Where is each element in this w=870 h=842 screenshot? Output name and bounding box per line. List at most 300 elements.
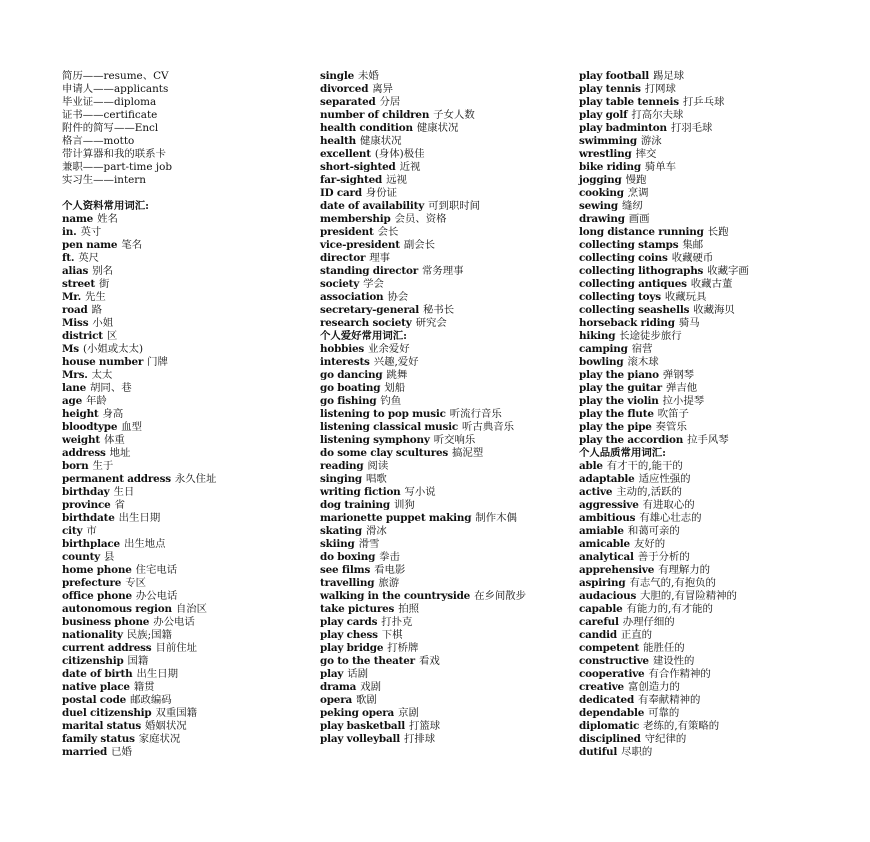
- vocab-translation: 办理仔细的: [622, 616, 675, 628]
- vocab-entry: [579, 681, 829, 694]
- vocab-translation: 唱歌: [365, 473, 387, 485]
- vocab-entry: [579, 551, 829, 564]
- vocab-translation: 游泳: [640, 135, 662, 147]
- vocab-term: go boating: [320, 382, 381, 394]
- vocab-term: dog training: [320, 499, 390, 511]
- vocab-translation: 弹钢琴: [662, 369, 694, 381]
- vocab-entry: [579, 512, 829, 525]
- vocab-translation: 英寸: [80, 226, 102, 238]
- vocab-entry: [62, 486, 312, 499]
- vocab-entry: [579, 330, 829, 343]
- vocab-translation: 看电影: [374, 564, 406, 576]
- vocab-entry: [579, 148, 829, 161]
- vocab-translation: 离异: [372, 83, 394, 95]
- vocab-entry: [579, 642, 829, 655]
- vocab-translation: 听交响乐: [433, 434, 476, 446]
- vocab-entry: [579, 174, 829, 187]
- vocab-term: play chess: [320, 629, 378, 641]
- vocab-term: do some clay scultures: [320, 447, 449, 459]
- vocab-translation: 打乒乓球: [682, 96, 725, 108]
- vocab-term: road: [62, 304, 88, 316]
- vocab-entry: [320, 603, 570, 616]
- vocab-translation: 目前住址: [155, 642, 198, 654]
- vocab-entry: [320, 707, 570, 720]
- vocab-entry: [62, 434, 312, 447]
- vocab-entry: [579, 239, 829, 252]
- vocab-entry: [320, 148, 570, 161]
- vocab-entry: [62, 395, 312, 408]
- vocab-term: autonomous region: [62, 603, 172, 615]
- vocab-entry: [579, 304, 829, 317]
- vocab-entry: [62, 499, 312, 512]
- vocab-translation: 收藏硬币: [671, 252, 714, 264]
- vocab-term: alias: [62, 265, 89, 277]
- intro-line: 证书——certificate: [62, 109, 158, 121]
- vocab-entry: [320, 382, 570, 395]
- vocab-entry: [579, 655, 829, 668]
- vocab-entry: [62, 343, 312, 356]
- vocab-term: peking opera: [320, 707, 395, 719]
- vocab-entry: [579, 486, 829, 499]
- vocab-term: skating: [320, 525, 362, 537]
- vocab-translation: 学会: [363, 278, 384, 290]
- vocab-entry: [62, 681, 312, 694]
- vocab-term: play volleyball: [320, 733, 401, 745]
- vocab-term: interests: [320, 356, 370, 368]
- vocab-list-hobbies: [320, 343, 570, 590]
- vocab-entry: [579, 356, 829, 369]
- vocab-translation: 宿营: [631, 343, 653, 355]
- vocab-translation: 有志气的,有抱负的: [629, 577, 716, 589]
- vocab-entry: [320, 512, 570, 525]
- vocab-translation: 生于: [92, 460, 114, 472]
- vocab-entry: [320, 499, 570, 512]
- vocab-term: nationality: [62, 629, 123, 641]
- vocab-entry: [62, 616, 312, 629]
- vocab-entry: [62, 512, 312, 525]
- vocab-term: travelling: [320, 577, 375, 589]
- vocab-translation: 街: [98, 278, 110, 290]
- vocab-entry: [579, 629, 829, 642]
- vocab-term: native place: [62, 681, 130, 693]
- vocab-entry: [579, 720, 829, 733]
- vocab-entry: [320, 317, 570, 330]
- vocab-translation: 住宅电话: [135, 564, 178, 576]
- vocab-translation: 收藏海贝: [693, 304, 735, 316]
- vocab-term: play the guitar: [579, 382, 662, 394]
- vocab-entry: [579, 538, 829, 551]
- vocab-entry: [579, 590, 829, 603]
- vocab-term: sewing: [579, 200, 618, 212]
- vocab-translation: 有雄心壮志的: [639, 512, 702, 524]
- vocab-term: name: [62, 213, 94, 225]
- vocab-translation: 大胆的,有冒险精神的: [640, 590, 737, 602]
- intro-line: 实习生——intern: [62, 174, 146, 186]
- vocab-translation: 籍贯: [133, 681, 155, 693]
- vocab-translation: 划船: [384, 382, 406, 394]
- vocab-entry: [579, 525, 829, 538]
- vocab-entry: [320, 577, 570, 590]
- vocab-translation: 婚姻状况: [145, 720, 187, 732]
- vocab-translation: 兴趣,爱好: [373, 356, 419, 368]
- vocab-entry: [320, 278, 570, 291]
- vocab-term: short-sighted: [320, 161, 396, 173]
- vocab-entry: [579, 213, 829, 226]
- vocab-translation: 有理解力的: [658, 564, 711, 576]
- vocab-entry: [62, 707, 312, 720]
- vocab-entry: [62, 577, 312, 590]
- vocab-translation: 家庭状况: [138, 733, 181, 745]
- vocab-translation: 可靠的: [648, 707, 680, 719]
- vocab-translation: 打扑克: [381, 616, 413, 628]
- vocab-translation: 理事: [369, 252, 391, 264]
- vocab-term: office phone: [62, 590, 132, 602]
- vocab-entry: [579, 746, 829, 759]
- vocab-entry: [579, 70, 829, 83]
- vocab-entry: [320, 109, 570, 122]
- vocab-translation: (身体)极佳: [374, 148, 425, 160]
- vocab-translation: 适应性强的: [638, 473, 691, 485]
- vocab-term: hobbies: [320, 343, 365, 355]
- vocab-term: writing fiction: [320, 486, 401, 498]
- vocab-translation: 骑单车: [644, 161, 677, 173]
- vocab-entry: [320, 681, 570, 694]
- vocab-entry: [320, 135, 570, 148]
- vocab-entry: [579, 187, 829, 200]
- vocab-term: marital status: [62, 720, 142, 732]
- vocab-term: able: [579, 460, 603, 472]
- vocab-entry: [320, 460, 570, 473]
- vocab-term: date of birth: [62, 668, 133, 680]
- vocab-translation: 秘书长: [423, 304, 455, 316]
- vocab-entry: [62, 733, 312, 746]
- vocab-entry: [62, 538, 312, 551]
- vocab-entry: [62, 551, 312, 564]
- vocab-translation: 弹吉他: [665, 382, 698, 394]
- vocab-translation: 别名: [92, 265, 113, 277]
- vocab-term: bloodtype: [62, 421, 118, 433]
- vocab-entry: [579, 707, 829, 720]
- vocab-translation: 吹笛子: [657, 408, 689, 420]
- vocab-entry: [579, 616, 829, 629]
- vocab-translation: 听流行音乐: [449, 408, 502, 420]
- vocab-term: play golf: [579, 109, 628, 121]
- vocab-entry: [320, 616, 570, 629]
- vocab-entry: [579, 278, 829, 291]
- vocab-term: diplomatic: [579, 720, 640, 732]
- vocab-translation: 笔名: [121, 239, 143, 251]
- vocab-entry: [579, 434, 829, 447]
- vocab-term: play the piano: [579, 369, 659, 381]
- vocab-term: permanent address: [62, 473, 171, 485]
- vocab-term: listening symphony: [320, 434, 430, 446]
- vocab-entry: [320, 291, 570, 304]
- vocab-entry: [320, 96, 570, 109]
- vocab-translation: 近视: [399, 161, 421, 173]
- vocab-translation: 先生: [85, 291, 106, 303]
- vocab-term: analytical: [579, 551, 634, 563]
- vocab-translation: 会员、资格: [394, 213, 447, 225]
- vocab-term: ft.: [62, 252, 75, 264]
- vocab-entry: [579, 317, 829, 330]
- vocab-term: address: [62, 447, 106, 459]
- vocab-entry: [62, 590, 312, 603]
- vocab-translation: 下棋: [381, 629, 403, 641]
- vocab-term: born: [62, 460, 89, 472]
- vocab-entry: [579, 382, 829, 395]
- vocab-term: street: [62, 278, 95, 290]
- vocab-entry: [320, 265, 570, 278]
- vocab-translation: 打羽毛球: [670, 122, 713, 134]
- vocab-translation: 拉手风琴: [687, 434, 729, 446]
- vocab-term: capable: [579, 603, 623, 615]
- vocab-term: creative: [579, 681, 624, 693]
- vocab-entry: [579, 96, 829, 109]
- intro-line: 申请人——applicants: [62, 83, 169, 95]
- vocab-term: audacious: [579, 590, 637, 602]
- vocab-translation: 永久住址: [174, 473, 217, 485]
- vocab-translation: 业余爱好: [368, 343, 410, 355]
- vocab-translation: 收藏字画: [707, 265, 749, 277]
- vocab-translation: 年龄: [86, 395, 107, 407]
- vocab-translation: 和蔼可亲的: [627, 525, 680, 537]
- vocab-term: go to the theater: [320, 655, 415, 667]
- vocab-term: careful: [579, 616, 619, 628]
- vocab-entry: [320, 590, 555, 603]
- vocab-term: business phone: [62, 616, 150, 628]
- vocab-entry: [579, 343, 829, 356]
- vocab-entry: [579, 460, 829, 473]
- vocab-translation: 出生日期: [136, 668, 179, 680]
- vocab-term: apprehensive: [579, 564, 655, 576]
- vocab-translation: 会长: [377, 226, 399, 238]
- vocab-term: collecting lithographs: [579, 265, 704, 277]
- vocab-entry: [579, 369, 829, 382]
- vocab-term: membership: [320, 213, 391, 225]
- vocab-translation: 搞泥塑: [452, 447, 484, 459]
- vocab-entry: [579, 265, 829, 278]
- vocab-term: opera: [320, 694, 353, 706]
- vocab-entry: [62, 239, 312, 252]
- vocab-translation: 奏管乐: [655, 421, 687, 433]
- vocab-term: horseback riding: [579, 317, 675, 329]
- vocab-term: number of children: [320, 109, 430, 121]
- vocab-term: date of availability: [320, 200, 425, 212]
- vocab-term: singing: [320, 473, 362, 485]
- vocab-translation: 可到职时间: [428, 200, 481, 212]
- vocab-translation: 办公电话: [153, 616, 195, 628]
- vocab-translation: 主动的,活跃的: [616, 486, 682, 498]
- vocab-translation: 门牌: [147, 356, 168, 368]
- vocab-entry: [579, 395, 829, 408]
- vocab-translation: 富创造力的: [627, 681, 680, 693]
- vocab-term: district: [62, 330, 103, 342]
- vocab-list-personal-info: [62, 213, 312, 759]
- vocab-entry: [320, 421, 570, 434]
- intro-line: 毕业证——diploma: [62, 96, 157, 108]
- vocab-translation: 拳击: [379, 551, 400, 563]
- vocab-entry: [320, 343, 570, 356]
- vocab-term: ambitious: [579, 512, 636, 524]
- vocab-term: society: [320, 278, 360, 290]
- vocab-term: birthplace: [62, 538, 120, 550]
- vocab-entry: [320, 564, 570, 577]
- vocab-term: collecting coins: [579, 252, 668, 264]
- vocab-translation: 京剧: [398, 707, 419, 719]
- vocab-term: play table tenneis: [579, 96, 679, 108]
- vocab-entry: [62, 278, 312, 291]
- vocab-translation: 自治区: [175, 603, 208, 615]
- vocab-entry: [579, 668, 829, 681]
- vocab-term: association: [320, 291, 384, 303]
- vocab-term: hiking: [579, 330, 616, 342]
- vocab-entry: [579, 83, 829, 96]
- vocab-term: research society: [320, 317, 412, 329]
- vocab-entry: [320, 213, 570, 226]
- vocab-term: collecting seashells: [579, 304, 690, 316]
- section-heading-hobbies: 个人爱好常用词汇:: [320, 330, 407, 342]
- vocab-term: disciplined: [579, 733, 641, 745]
- vocab-entry: [62, 421, 312, 434]
- vocab-entry: [62, 629, 312, 642]
- vocab-translation: 守纪律的: [644, 733, 687, 745]
- vocab-translation: 英尺: [78, 252, 100, 264]
- vocab-entry: [320, 525, 570, 538]
- vocab-term: play cards: [320, 616, 378, 628]
- vocab-term: amicable: [579, 538, 630, 550]
- vocab-translation: 歌剧: [356, 694, 377, 706]
- vocab-translation: 长途徒步旅行: [619, 330, 682, 342]
- vocab-translation: 摔交: [635, 148, 657, 160]
- vocab-translation: 邮政编码: [130, 694, 172, 706]
- vocab-translation: 滑雪: [358, 538, 380, 550]
- intro-line: 简历——resume、CV: [62, 70, 169, 82]
- vocab-term: swimming: [579, 135, 637, 147]
- vocab-term: amiable: [579, 525, 624, 537]
- vocab-term: separated: [320, 96, 376, 108]
- vocab-term: play the accordion: [579, 434, 684, 446]
- vocab-translation: 跳舞: [386, 369, 408, 381]
- vocab-entry: [579, 603, 829, 616]
- vocab-list-sports: [579, 70, 829, 447]
- vocab-term: long distance running: [579, 226, 704, 238]
- vocab-entry: [62, 304, 312, 317]
- vocab-term: listening classical music: [320, 421, 459, 433]
- vocab-term: active: [579, 486, 613, 498]
- vocab-term: play: [320, 668, 344, 680]
- vocab-term: president: [320, 226, 374, 238]
- vocab-entry: [62, 603, 312, 616]
- vocab-term: see films: [320, 564, 371, 576]
- vocab-entry: [320, 70, 570, 83]
- vocab-term: single: [320, 70, 354, 82]
- vocab-translation: (小姐或太太): [82, 343, 144, 355]
- vocab-entry: [320, 668, 570, 681]
- vocab-translation: 路: [91, 304, 102, 316]
- vocab-entry: [320, 655, 570, 668]
- vocab-term: competent: [579, 642, 640, 654]
- vocab-term: walking in the countryside: [320, 590, 471, 602]
- vocab-term: candid: [579, 629, 617, 641]
- vocab-translation: 老练的,有策略的: [643, 720, 720, 732]
- vocab-entry: [320, 434, 570, 447]
- vocab-translation: 小姐: [92, 317, 114, 329]
- vocab-entry: [62, 356, 312, 369]
- vocab-term: ID card: [320, 187, 362, 199]
- vocab-translation: 骑马: [678, 317, 700, 329]
- vocab-translation: 双重国籍: [155, 707, 198, 719]
- vocab-translation: 县: [104, 551, 115, 563]
- vocab-entry: [62, 668, 312, 681]
- vocab-translation: 民族;国籍: [126, 629, 172, 641]
- vocab-translation: 出生日期: [118, 512, 161, 524]
- vocab-translation: 打网球: [644, 83, 676, 95]
- vocab-translation: 身份证: [365, 187, 398, 199]
- vocab-term: adaptable: [579, 473, 635, 485]
- vocab-entry: [579, 733, 829, 746]
- vocab-translation: 善于分析的: [637, 551, 690, 563]
- vocab-translation: 制作木偶: [475, 512, 517, 524]
- vocab-term: standing director: [320, 265, 419, 277]
- vocab-entry: [62, 642, 312, 655]
- vocab-entry: [579, 408, 829, 421]
- vocab-list-leisure: [320, 603, 570, 746]
- vocab-term: play the pipe: [579, 421, 652, 433]
- vocab-entry: [320, 629, 570, 642]
- intro-line: 带计算器和我的联系卡: [62, 148, 166, 160]
- vocab-entry: [320, 733, 570, 746]
- vocab-term: skiing: [320, 538, 355, 550]
- vocab-translation: 收藏古董: [690, 278, 733, 290]
- vocab-term: go dancing: [320, 369, 383, 381]
- vocab-term: city: [62, 525, 83, 537]
- vocab-term: current address: [62, 642, 152, 654]
- vocab-entry: [579, 577, 829, 590]
- vocab-term: age: [62, 395, 83, 407]
- vocab-term: citizenship: [62, 655, 124, 667]
- vocab-term: Ms: [62, 343, 79, 355]
- vocab-term: family status: [62, 733, 135, 745]
- vocab-translation: 胡同、巷: [90, 382, 132, 394]
- vocab-translation: 有进取心的: [642, 499, 695, 511]
- vocab-term: jogging: [579, 174, 622, 186]
- vocab-entry: [62, 746, 312, 759]
- vocab-term: divorced: [320, 83, 369, 95]
- vocab-entry: [62, 252, 312, 265]
- vocab-entry: [320, 252, 570, 265]
- vocab-term: constructive: [579, 655, 649, 667]
- vocab-entry: [62, 460, 312, 473]
- vocab-entry: [320, 200, 570, 213]
- vocab-translation: 看戏: [418, 655, 440, 667]
- vocab-term: wrestling: [579, 148, 632, 160]
- column-sports-and-qualities: [579, 70, 829, 759]
- vocab-term: secretary-general: [320, 304, 420, 316]
- vocab-entry: [579, 499, 829, 512]
- vocab-translation: 写小说: [404, 486, 436, 498]
- vocab-translation: 打高尔夫球: [631, 109, 684, 121]
- vocab-translation: 能胜任的: [643, 642, 685, 654]
- vocab-translation: 健康状况: [416, 122, 459, 134]
- vocab-translation: 阅读: [367, 460, 389, 472]
- vocab-translation: 有合作精神的: [648, 668, 711, 680]
- vocab-entry: [320, 239, 570, 252]
- vocab-term: aggressive: [579, 499, 639, 511]
- vocab-term: far-sighted: [320, 174, 383, 186]
- vocab-translation: 打排球: [404, 733, 436, 745]
- vocab-entry: [62, 564, 312, 577]
- vocab-term: dependable: [579, 707, 645, 719]
